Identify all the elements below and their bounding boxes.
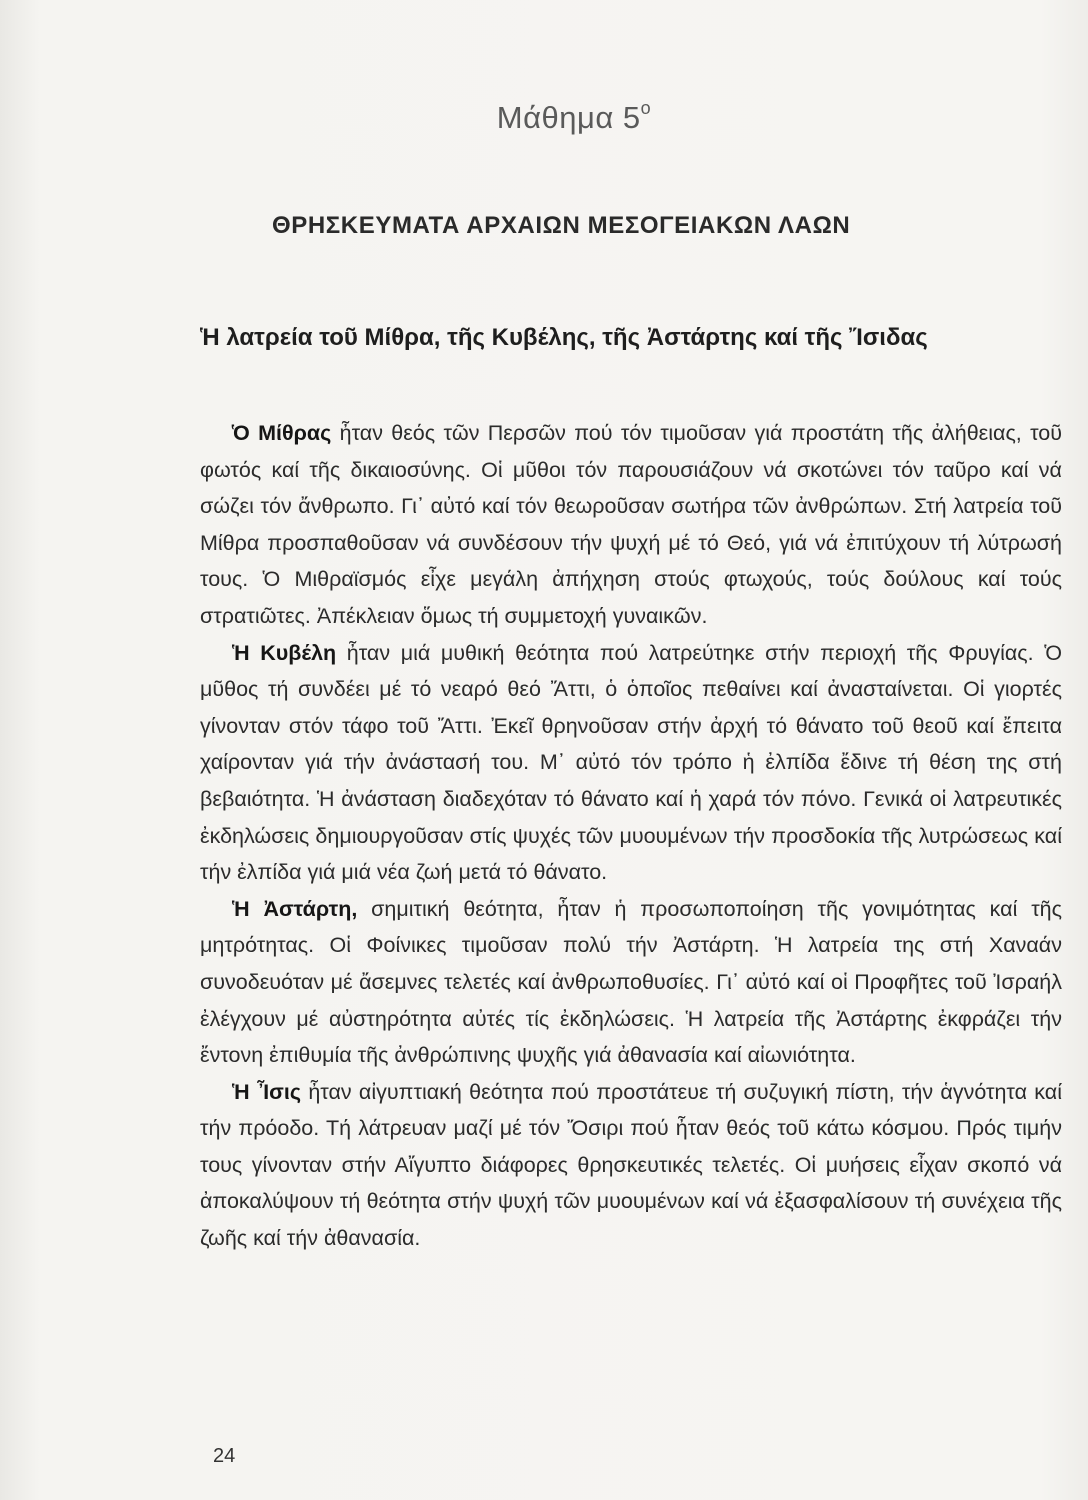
paragraph-mithras [200, 415, 1062, 635]
lesson-label: Μάθημα 5 [496, 100, 641, 135]
paragraph-text: ἦταν αἰγυπτιακή θεότητα πού προστάτευε τή συζυγική πίστη, τήν ἁγνότητα καί τήν πρόοδο. Τή λάτρευαν μαζί μέ τόν Ὄσιρι πού ἦταν θεός τοῦ κάτω κόσμου. Πρός τιμήν τους γίνονταν στήν Αἴγυπτο διάφορες θρησκευτικές τελετές. Οἱ μυήσεις εἶχαν σκοπό νά ἀποκαλύψουν τή θεότητα στήν ψυχή τῶν μυουμένων καί νά ἐξασφαλίσουν τή συνέχεια τῆς ζωῆς καί τήν ἀθανασία. [200, 1079, 1063, 1251]
body-text [200, 415, 1062, 1257]
paragraph-text: σημιτική θεότητα, ἦταν ἡ προσωποποίηση τῆς γονιμότητας καί τῆς μητρότητας. Οἱ Φοίνικες τιμοῦσαν πολύ τήν Ἀστάρτη. Ἡ λατρεία της στή Χαναάν συνοδευόταν μέ ἄσεμνες τελετές καί ἀνθρωποθυσίες. Γι᾿ αὐτό καί οἱ Προφῆτες τοῦ Ἰσραήλ ἐλέγχουν μέ αὐστηρότητα αὐτές τίς ἐκδηλώσεις. Ἡ λατρεία τῆς Ἀστάρτης ἐκφράζει τήν ἔντονη ἐπιθυμία τῆς ἀνθρώπινης ψυχῆς γιά ἀθανασία καί αἰωνιότητα. [200, 896, 1063, 1068]
paragraph-text: ἦταν μιά μυθική θεότητα πού λατρεύτηκε στήν περιοχή τῆς Φρυγίας. Ὁ μῦθος τή συνδέει μέ τό νεαρό θεό Ἄττι, ὁ ὁποῖος πεθαίνει καί ἀνασταίνεται. Οἱ γιορτές γίνονταν στόν τάφο τοῦ Ἄττι. Ἐκεῖ θρηνοῦσαν στήν ἀρχή τό θάνατο τοῦ θεοῦ καί ἔπειτα χαίρονταν γιά τήν ἀνάστασή του. Μ᾿ αὐτό τόν τρόπο ἡ ἐλπίδα ἔδινε τή θέση της στή βεβαιότητα. Ἡ ἀνάσταση διαδεχόταν τό θάνατο καί ἡ χαρά τόν πόνο. Γενικά οἱ λατρευτικές ἐκδηλώσεις δημιουργοῦσαν στίς ψυχές τῶν μυουμένων τήν προσδοκία τῆς λυτρώσεως καί τήν ἐλπίδα γιά μιά νέα ζωή μετά τό θάνατο. [200, 640, 1062, 885]
paragraph-isis [200, 1074, 1062, 1257]
paragraph-astarte [200, 891, 1062, 1074]
paragraph-text: ἦταν θεός τῶν Περσῶν πού τόν τιμοῦσαν γιά προστάτη τῆς ἀλήθειας, τοῦ φωτός καί τῆς δικαιοσύνης. Οἱ μῦθοι τόν παρουσιάζουν νά σκοτώνει τόν ταῦρο καί νά σώζει τόν ἄνθρωπο. Γι᾿ αὐτό καί τόν θεωροῦσαν σωτήρα τῶν ἀνθρώπων. Στή λατρεία τοῦ Μίθρα προσπαθοῦσαν νά συνδέσουν τήν ψυχή μέ τό Θεό, γιά νά ἐπιτύχουν τή λύτρωσή τους. Ὁ Μιθραϊσμός εἶχε μεγάλη ἀπήχηση στούς φτωχούς, τούς δούλους καί τούς στρατιῶτες. Ἀπέκλειαν ὅμως τή συμμετοχή γυναικῶν. [200, 421, 1062, 628]
paragraph-lead: Ὁ Μίθρας [232, 421, 332, 445]
chapter-title: ΘΡΗΣΚΕΥΜΑΤΑ ΑΡΧΑΙΩΝ ΜΕΣΟΓΕΙΑΚΩΝ ΛΑΩΝ [272, 212, 851, 239]
page-number: 24 [213, 1445, 236, 1467]
section-title: Ἡ λατρεία τοῦ Μίθρα, τῆς Κυβέλης, τῆς Ἀστάρτης καί τῆς Ἴσιδας [200, 324, 928, 351]
paragraph-cybele [200, 635, 1062, 891]
paragraph-lead: Ἡ Ἀστάρτη, [232, 896, 358, 921]
lesson-ordinal: ο [640, 98, 652, 118]
paragraph-lead: Ἡ Ἶσις [232, 1079, 302, 1104]
paragraph-lead: Ἡ Κυβέλη [232, 640, 337, 665]
lesson-heading [0, 98, 1088, 136]
